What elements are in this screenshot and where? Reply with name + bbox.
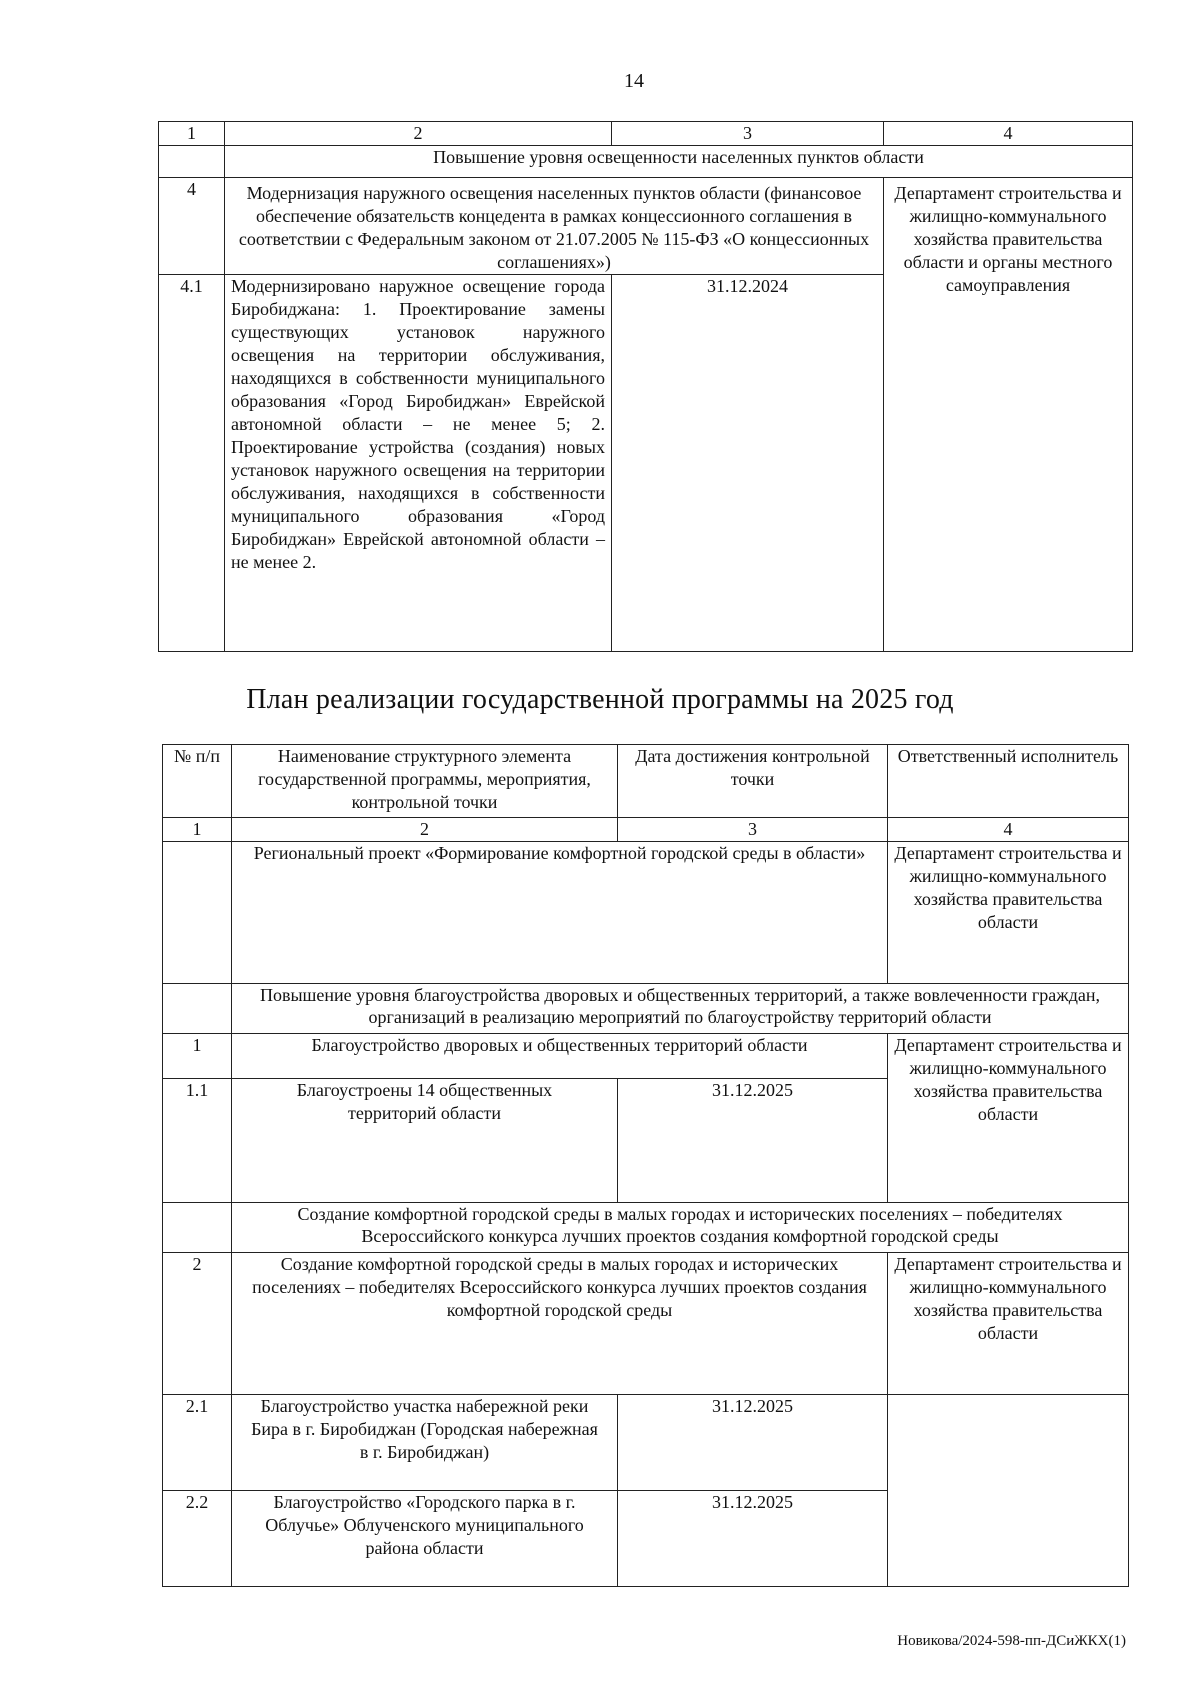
table-row bbox=[163, 1253, 1129, 1395]
row-name: Благоустройство «Городского парка в г. Облучье» Облученского муниципального района области bbox=[232, 1491, 618, 1587]
column-number-row bbox=[159, 122, 1133, 146]
header-num: № п/п bbox=[163, 745, 232, 818]
table-2024-continuation bbox=[158, 121, 1133, 652]
table-row bbox=[163, 842, 1129, 984]
column-number-row bbox=[163, 818, 1129, 842]
table-row bbox=[159, 178, 1133, 275]
header-name: Наименование структурного элемента государственной программы, мероприятия, контрольной точки bbox=[232, 745, 618, 818]
section-row bbox=[159, 146, 1133, 178]
plan-title: План реализации государственной программы на 2025 год bbox=[246, 684, 954, 715]
table-2025-plan bbox=[162, 744, 1129, 1587]
header-responsible: Ответственный исполнитель bbox=[888, 745, 1129, 818]
empty-cell bbox=[888, 1395, 1129, 1587]
document-code: Новикова/2024-598-пп-ДСиЖКХ(1) bbox=[897, 1633, 1126, 1649]
row-number: 4.1 bbox=[159, 275, 225, 652]
col-number-2: 2 bbox=[232, 818, 618, 842]
row-name: Благоустройство участка набережной реки Бира в г. Биробиджан (Городская набережная в г. Биробиджан) bbox=[232, 1395, 618, 1491]
col-number-4: 4 bbox=[884, 122, 1133, 146]
row-number: 2.1 bbox=[163, 1395, 232, 1491]
control-date: 31.12.2024 bbox=[612, 275, 884, 652]
table-row bbox=[163, 1203, 1129, 1253]
control-date: 31.12.2025 bbox=[618, 1079, 888, 1203]
col-number-1: 1 bbox=[159, 122, 225, 146]
header-row bbox=[163, 745, 1129, 818]
row-number: 4 bbox=[159, 178, 225, 275]
row-name: Создание комфортной городской среды в малых городах и исторических поселениях – победителях Всероссийского конкурса лучших проектов создания комфортной городской среды bbox=[232, 1253, 888, 1395]
page-number: 14 bbox=[624, 70, 644, 92]
control-date: 31.12.2025 bbox=[618, 1491, 888, 1587]
row-name: Благоустройство дворовых и общественных территорий области bbox=[232, 1034, 888, 1079]
col-number-1: 1 bbox=[163, 818, 232, 842]
task-heading: Повышение уровня благоустройства дворовых и общественных территорий, а также вовлеченности граждан, организаций в реализацию мероприятий по благоустройству территорий области bbox=[232, 984, 1129, 1034]
row-number: 1.1 bbox=[163, 1079, 232, 1203]
responsible-executor: Департамент строительства и жилищно-коммунального хозяйства правительства области bbox=[888, 842, 1129, 984]
col-number-4: 4 bbox=[888, 818, 1129, 842]
responsible-executor: Департамент строительства и жилищно-коммунального хозяйства правительства области bbox=[888, 1253, 1129, 1395]
responsible-executor: Департамент строительства и жилищно-коммунального хозяйства правительства области bbox=[888, 1034, 1129, 1203]
responsible-executor: Департамент строительства и жилищно-коммунального хозяйства правительства области и органы местного самоуправления bbox=[884, 178, 1133, 652]
row-name: Модернизация наружного освещения населенных пунктов области (финансовое обеспечение обязательств концедента в рамках концессионного соглашения в соответствии с Федеральным законом от 21.07.2005 № 115-ФЗ «О концессионных соглашениях») bbox=[225, 178, 884, 275]
header-date: Дата достижения контрольной точки bbox=[618, 745, 888, 818]
section-heading: Повышение уровня освещенности населенных пунктов области bbox=[225, 146, 1133, 178]
table-row bbox=[163, 984, 1129, 1034]
row-name: Благоустроены 14 общественных территорий области bbox=[232, 1079, 618, 1203]
empty-cell bbox=[163, 984, 232, 1034]
row-number: 1 bbox=[163, 1034, 232, 1079]
row-name: Модернизировано наружное освещение города Биробиджана: 1. Проектирование замены существующих установок наружного освещения на территории обслуживания, находящихся в собственности муниципального образования «Город Биробиджан» Еврейской автономной области – не менее 5; 2. Проектирование устройства (создания) новых установок наружного освещения на территории обслуживания, находящихся в собственности муниципального образования «Город Биробиджан» Еврейской автономной области – не менее 2. bbox=[225, 275, 612, 652]
col-number-2: 2 bbox=[225, 122, 612, 146]
regional-project-name: Региональный проект «Формирование комфортной городской среды в области» bbox=[232, 842, 888, 984]
col-number-3: 3 bbox=[612, 122, 884, 146]
empty-cell bbox=[159, 146, 225, 178]
empty-cell bbox=[163, 1203, 232, 1253]
task-heading: Создание комфортной городской среды в малых городах и исторических поселениях – победителях Всероссийского конкурса лучших проектов создания комфортной городской среды bbox=[232, 1203, 1129, 1253]
table-row bbox=[163, 1034, 1129, 1079]
col-number-3: 3 bbox=[618, 818, 888, 842]
table-row bbox=[163, 1395, 1129, 1491]
empty-cell bbox=[163, 842, 232, 984]
row-number: 2.2 bbox=[163, 1491, 232, 1587]
row-number: 2 bbox=[163, 1253, 232, 1395]
control-date: 31.12.2025 bbox=[618, 1395, 888, 1491]
